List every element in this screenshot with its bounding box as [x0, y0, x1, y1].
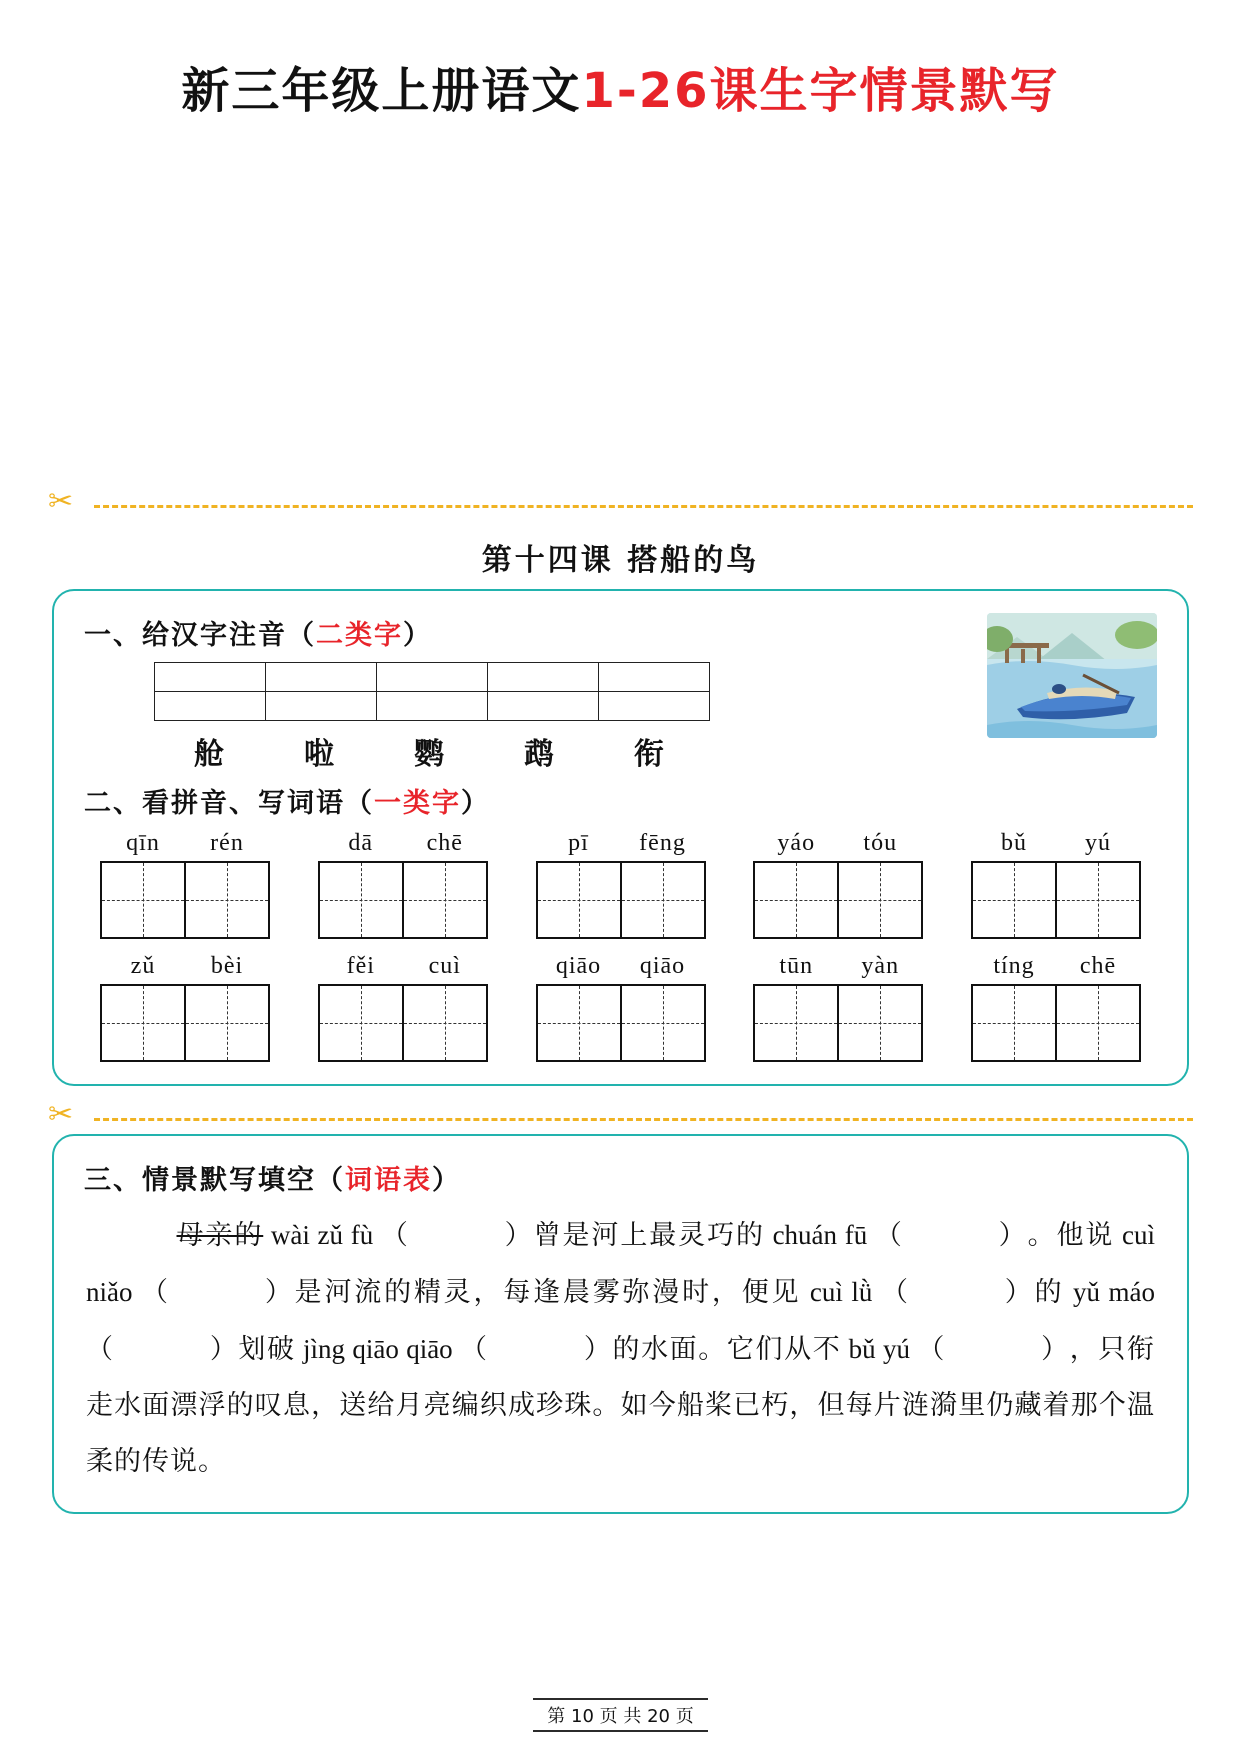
scissors-icon: ✂ [48, 485, 74, 518]
hanzi-char: 鹦 [414, 737, 444, 772]
tianzi-box[interactable] [971, 984, 1141, 1062]
answer-blank[interactable]: （ ） [880, 1277, 1033, 1308]
word-pinyin [308, 953, 498, 980]
tianzi-box[interactable] [318, 984, 488, 1062]
tianzi-cell[interactable] [538, 986, 620, 1060]
section-3-paren-close: ） [432, 1165, 461, 1196]
word-pinyin [308, 830, 498, 857]
pinyin-syllable: bǔ [1001, 830, 1027, 856]
section-2-paren-close: ） [461, 788, 490, 819]
page-number: 第 10 页 共 20 页 [533, 1698, 707, 1732]
dashed-rule [94, 1118, 1193, 1121]
tianzi-cell[interactable] [102, 863, 184, 937]
section-2-label: 看拼音、写词语 [142, 788, 345, 819]
cloze-pinyin: cuì niǎo [86, 1220, 1155, 1307]
word-pinyin [743, 830, 933, 857]
word-item[interactable] [743, 953, 933, 1062]
tianzi-box[interactable] [536, 861, 706, 939]
section-2-index: 二、 [84, 788, 142, 819]
pinyin-syllable: dā [348, 830, 374, 856]
cloze-text: 曾是河上最灵巧的 [532, 1220, 765, 1251]
tianzi-cell[interactable] [320, 863, 402, 937]
tianzi-box[interactable] [100, 984, 270, 1062]
section-2-tag: 一类字 [374, 788, 461, 819]
tianzi-cell[interactable] [320, 986, 402, 1060]
tianzi-cell[interactable] [620, 986, 704, 1060]
exercise-card-bottom [52, 1134, 1189, 1514]
word-pinyin [743, 953, 933, 980]
tianzi-box[interactable] [753, 984, 923, 1062]
word-row [90, 830, 1151, 939]
hanzi-char: 舱 [194, 737, 224, 772]
page-title [0, 0, 1241, 121]
hanzi-char: 啦 [304, 737, 334, 772]
cut-divider-bottom [48, 1098, 1193, 1134]
pinyin-cell[interactable] [266, 692, 377, 721]
section-2-title [84, 781, 1165, 820]
pinyin-syllable: tūn [779, 953, 814, 979]
pinyin-cell[interactable] [488, 663, 599, 692]
tianzi-box[interactable] [536, 984, 706, 1062]
answer-blank[interactable]: （ ） [874, 1220, 1027, 1251]
lesson-heading: 第十四课 搭船的鸟 [481, 543, 760, 578]
cloze-text: ，只衔走水面漂浮的叹息，送给月亮编织成珍珠。如今船桨已朽，但每片涟漪里仍藏着那个温柔的传说。 [86, 1334, 1155, 1477]
struck-text: 母亲的 [176, 1220, 264, 1251]
pinyin-cell[interactable] [377, 692, 488, 721]
section-3-title [84, 1158, 1165, 1197]
page-footer [0, 1698, 1241, 1732]
tianzi-box[interactable] [753, 861, 923, 939]
word-item[interactable] [308, 953, 498, 1062]
pinyin-cell[interactable] [599, 692, 710, 721]
pinyin-cell[interactable] [155, 663, 266, 692]
table-row[interactable] [155, 692, 710, 721]
pinyin-syllable: yàn [861, 953, 900, 979]
pinyin-syllable: cuì [428, 953, 461, 979]
section-2-paren-open: （ [345, 788, 374, 819]
section-1-tag: 二类字 [316, 620, 403, 651]
tianzi-cell[interactable] [973, 986, 1055, 1060]
cloze-pinyin: jìng qiāo qiāo [295, 1334, 461, 1364]
section-3-tag: 词语表 [345, 1165, 432, 1196]
cloze-pinyin: yǔ máo [1064, 1277, 1155, 1307]
tianzi-cell[interactable] [1055, 986, 1139, 1060]
tianzi-cell[interactable] [973, 863, 1055, 937]
cloze-pinyin: chuán fū [764, 1220, 875, 1250]
pinyin-syllable: yú [1085, 830, 1111, 856]
tianzi-cell[interactable] [837, 986, 921, 1060]
tianzi-cell[interactable] [755, 986, 837, 1060]
answer-blank[interactable]: （ ） [380, 1220, 533, 1251]
hanzi-char: 衔 [634, 737, 664, 772]
word-item[interactable] [90, 830, 280, 939]
word-item[interactable] [743, 830, 933, 939]
pinyin-cell[interactable] [155, 692, 266, 721]
cloze-text: 划破 [237, 1334, 296, 1365]
pinyin-syllable: bèi [210, 953, 244, 979]
tianzi-cell[interactable] [755, 863, 837, 937]
word-pinyin [526, 953, 716, 980]
cloze-text: 的水面。它们从不 [611, 1334, 842, 1365]
scissors-icon: ✂ [48, 1098, 74, 1131]
answer-blank[interactable]: （ ） [86, 1334, 238, 1365]
exercise-card-top [52, 589, 1189, 1086]
pinyin-cell[interactable] [599, 663, 710, 692]
pinyin-syllable: fěi [346, 953, 375, 979]
section-3-index: 三、 [84, 1165, 142, 1196]
pinyin-syllable: tóu [863, 830, 898, 856]
tianzi-cell[interactable] [837, 863, 921, 937]
tianzi-cell[interactable] [184, 863, 268, 937]
word-pinyin [90, 953, 280, 980]
pinyin-syllable: chē [426, 830, 463, 856]
table-row[interactable] [155, 663, 710, 692]
pinyin-cell[interactable] [377, 663, 488, 692]
cloze-pinyin: bǔ yú [841, 1334, 918, 1364]
word-row [90, 953, 1151, 1062]
page-title-black: 新三年级上册语文 [181, 63, 582, 119]
pinyin-syllable: yáo [777, 830, 816, 856]
word-item[interactable] [308, 830, 498, 939]
section-1-label: 给汉字注音 [142, 620, 287, 651]
pinyin-cell[interactable] [266, 663, 377, 692]
pinyin-syllable: qiāo [555, 953, 602, 979]
cloze-paragraph [86, 1207, 1155, 1490]
cloze-pinyin: wài zǔ fù [263, 1220, 381, 1250]
pinyin-syllable: chē [1079, 953, 1117, 979]
pinyin-grid-table[interactable] [154, 662, 710, 721]
answer-blank[interactable]: （ ） [917, 1334, 1070, 1365]
pinyin-syllable: zǔ [130, 953, 156, 979]
section-3-label: 情景默写填空 [142, 1165, 316, 1196]
pinyin-syllable: pī [568, 830, 589, 856]
dashed-rule [94, 505, 1193, 508]
tianzi-cell[interactable] [620, 863, 704, 937]
tianzi-cell[interactable] [1055, 863, 1139, 937]
watermark [1168, 1666, 1181, 1696]
cloze-pinyin: cuì lǜ [801, 1277, 881, 1307]
cloze-text: 的 [1032, 1277, 1065, 1308]
word-item[interactable] [961, 953, 1151, 1062]
pinyin-syllable: fēng [639, 830, 686, 856]
page-title-red: 1-26课生字情景默写 [581, 63, 1060, 119]
pinyin-syllable: qiāo [639, 953, 686, 979]
word-pinyin [961, 953, 1151, 980]
tianzi-box[interactable] [318, 861, 488, 939]
boat-illustration-svg [987, 613, 1157, 738]
hanzi-char: 鹉 [524, 737, 554, 772]
section-1-index: 一、 [84, 620, 142, 651]
pinyin-syllable: qīn [126, 830, 160, 856]
pinyin-syllable: rén [210, 830, 244, 856]
boat-illustration [987, 613, 1157, 738]
word-pinyin [90, 830, 280, 857]
cloze-text: 。他说 [1026, 1220, 1115, 1251]
word-item[interactable] [90, 953, 280, 1062]
pinyin-cell[interactable] [488, 692, 599, 721]
word-item[interactable] [526, 830, 716, 939]
cut-divider-top [48, 485, 1193, 521]
word-pinyin [526, 830, 716, 857]
answer-blank[interactable]: （ ） [141, 1277, 293, 1308]
section-3-paren-open: （ [316, 1165, 345, 1196]
answer-blank[interactable]: （ ） [460, 1334, 612, 1365]
tianzi-box[interactable] [971, 861, 1141, 939]
tianzi-cell[interactable] [402, 986, 486, 1060]
tianzi-cell[interactable] [402, 863, 486, 937]
tianzi-cell[interactable] [184, 986, 268, 1060]
tianzi-cell[interactable] [538, 863, 620, 937]
tianzi-box[interactable] [100, 861, 270, 939]
word-pinyin [961, 830, 1151, 857]
word-item[interactable] [526, 953, 716, 1062]
word-item[interactable] [961, 830, 1151, 939]
section-1-paren-close: ） [403, 620, 432, 651]
cloze-text: 是河流的精灵，每逢晨雾弥漫时，便见 [292, 1277, 802, 1308]
pinyin-syllable: tíng [993, 953, 1035, 979]
section-1-paren-open: （ [287, 620, 316, 651]
tianzi-cell[interactable] [102, 986, 184, 1060]
